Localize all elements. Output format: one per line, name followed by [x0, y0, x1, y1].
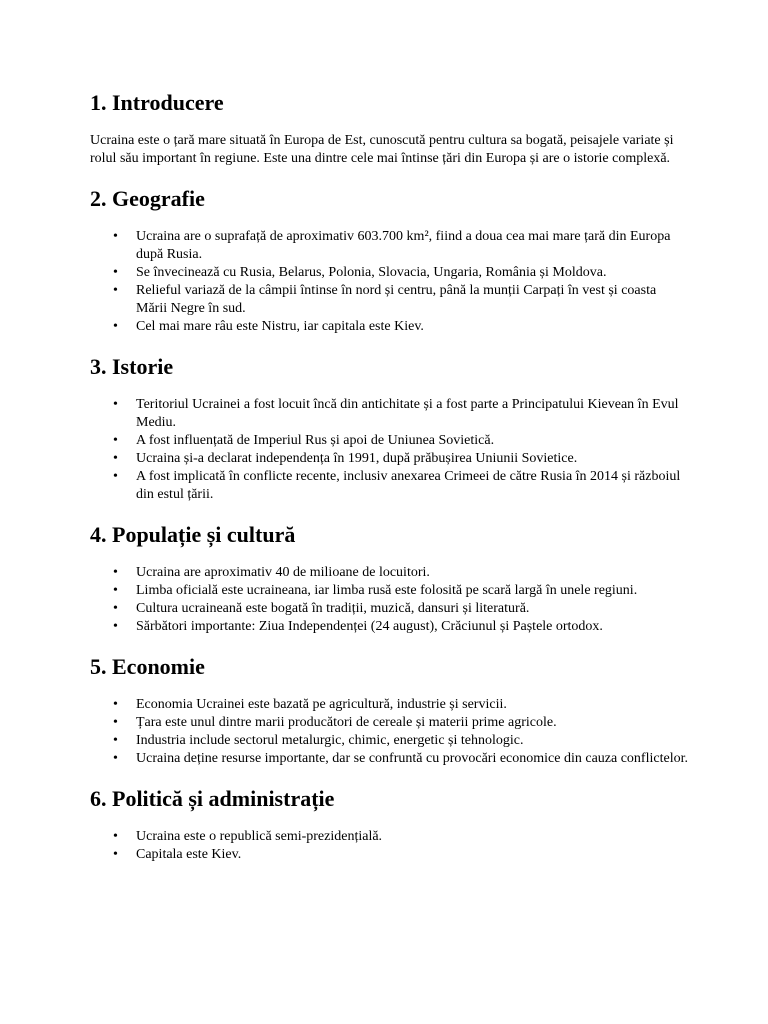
section-heading: 5. Economie [90, 654, 205, 679]
section-heading: 2. Geografie [90, 186, 205, 211]
list-item: • Industria include sectorul metalurgic, chimic, energetic și tehnologic. [136, 732, 690, 750]
list-item: • Cel mai mare râu este Nistru, iar capitala este Kiev. [136, 318, 690, 336]
section-populatie-cultura [90, 522, 690, 636]
bullet-list [90, 696, 690, 768]
bullet-list [90, 828, 690, 864]
list-item: • Capitala este Kiev. [136, 846, 690, 864]
section-heading: 3. Istorie [90, 354, 174, 379]
bullet-list [90, 228, 690, 336]
section-geografie [90, 186, 690, 336]
list-item: • A fost influențată de Imperiul Rus și apoi de Uniunea Sovietică. [136, 432, 690, 450]
list-item: • Limba oficială este ucraineana, iar limba rusă este folosită pe scară largă în unele regiuni. [136, 582, 690, 600]
list-item: • Ucraina deține resurse importante, dar se confruntă cu provocări economice din cauza conflictelor. [136, 750, 690, 768]
document-page [90, 90, 690, 882]
bullet-list [90, 396, 690, 504]
list-item: • Ucraina și-a declarat independența în 1991, după prăbușirea Uniunii Sovietice. [136, 450, 690, 468]
section-heading: 4. Populație și cultură [90, 522, 296, 547]
list-item: • Teritoriul Ucrainei a fost locuit încă din antichitate și a fost parte a Principatului Kievean în Evul Mediu. [136, 396, 690, 432]
list-item: • Ucraina este o republică semi-prezidențială. [136, 828, 690, 846]
section-istorie [90, 354, 690, 504]
bullet-list [90, 564, 690, 636]
list-item: • Ucraina are o suprafață de aproximativ 603.700 km², fiind a doua cea mai mare țară din Europa după Rusia. [136, 228, 690, 264]
section-economie [90, 654, 690, 768]
list-item: • Economia Ucrainei este bazată pe agricultură, industrie și servicii. [136, 696, 690, 714]
section-politica-administratie [90, 786, 690, 864]
list-item: • A fost implicată în conflicte recente, inclusiv anexarea Crimeei de către Rusia în 2014 și războiul din estul țării. [136, 468, 690, 504]
section-heading: 1. Introducere [90, 90, 224, 115]
list-item: • Se învecinează cu Rusia, Belarus, Polonia, Slovacia, Ungaria, România și Moldova. [136, 264, 690, 282]
section-heading: 6. Politică și administrație [90, 786, 335, 811]
list-item: • Relieful variază de la câmpii întinse în nord și centru, până la munții Carpați în vest și coasta Mării Negre în sud. [136, 282, 690, 318]
section-introducere [90, 90, 690, 168]
list-item: • Cultura ucraineană este bogată în tradiții, muzică, dansuri și literatură. [136, 600, 690, 618]
list-item: • Sărbători importante: Ziua Independenței (24 august), Crăciunul și Paștele ortodox. [136, 618, 690, 636]
list-item: • Țara este unul dintre marii producători de cereale și materii prime agricole. [136, 714, 690, 732]
list-item: • Ucraina are aproximativ 40 de milioane de locuitori. [136, 564, 690, 582]
section-paragraph: Ucraina este o țară mare situată în Europa de Est, cunoscută pentru cultura sa bogată, peisajele variate și rolul său important în regiune. Este una dintre cele mai întinse țări din Europa și are o istorie complexă. [90, 133, 674, 166]
